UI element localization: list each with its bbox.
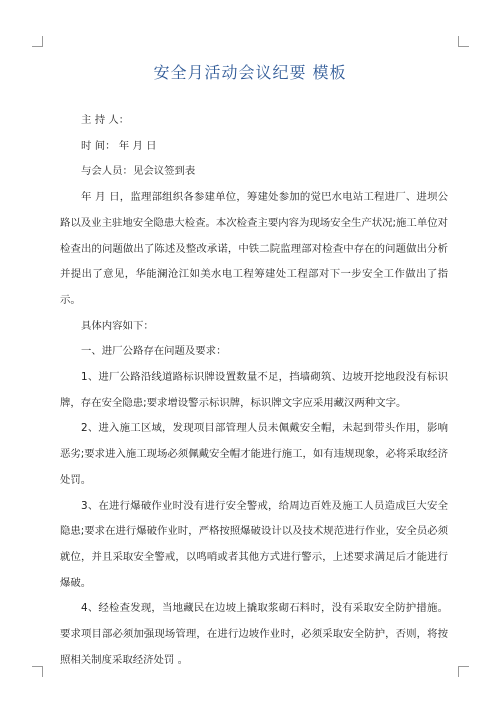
list-item: 1、进厂公路沿线道路标识牌设置数量不足，挡墙砌筑、边坡开挖地段没有标识牌，存在安全隐患;要求增设警示标识牌，标识牌文字应采用藏汉两种文字。	[60, 371, 448, 409]
time-line: 时 间： 年 月 日	[81, 139, 157, 152]
crop-mark-top-right	[458, 36, 469, 47]
document-body	[60, 108, 448, 673]
section-heading: 一、进厂公路存在问题及要求：	[81, 345, 227, 358]
details-heading: 具体内容如下：	[81, 319, 154, 332]
intro-paragraph: 年 月 日，监理部组织各参建单位，筹建处参加的觉巴水电站工程进厂、进坝公路以及业主驻地安全隐患大检查。本次检查主要内容为现场安全生产状况;施工单位对检查出的问题做出了陈述及整改承诺，中铁二院监理部对检查中存在的问题做出分析并提出了意见，华能澜沧江如美水电工程筹建处工程部对下一步安全工作做出了指示。	[60, 191, 448, 306]
document-title: 安全月活动会议纪要 模板	[153, 63, 347, 82]
host-line: 主 持 人：	[81, 114, 130, 126]
list-item: 2、进入施工区域，发现项目部管理人员未佩戴安全帽，未起到带头作用，影响恶劣;要求进入施工现场必须佩戴安全帽才能进行施工，如有违规现象，必将采取经济处罚。	[60, 422, 448, 486]
list-item: 3、在进行爆破作业时没有进行安全警戒，给周边百姓及施工人员造成巨大安全隐患;要求在进行爆破作业时，严格按照爆破设计以及技术规范进行作业，安全员必须就位，并且采取安全警戒，以鸣哨或者其他方式进行警示，上述要求满足后才能进行爆破。	[60, 499, 448, 589]
list-item: 4、经检查发现，当地藏民在边坡上撬取浆砌石料时，没有采取安全防护措施。要求项目部必须加强现场管理，在进行边坡作业时，必须采取安全防护，否则，将按照相关制度采取经济处罚 。	[60, 602, 448, 666]
crop-mark-top-left	[32, 36, 43, 47]
crop-mark-bottom-left	[32, 666, 43, 677]
attendees-line: 与会人员：见会议签到表	[81, 165, 196, 178]
crop-mark-bottom-right	[458, 666, 469, 677]
